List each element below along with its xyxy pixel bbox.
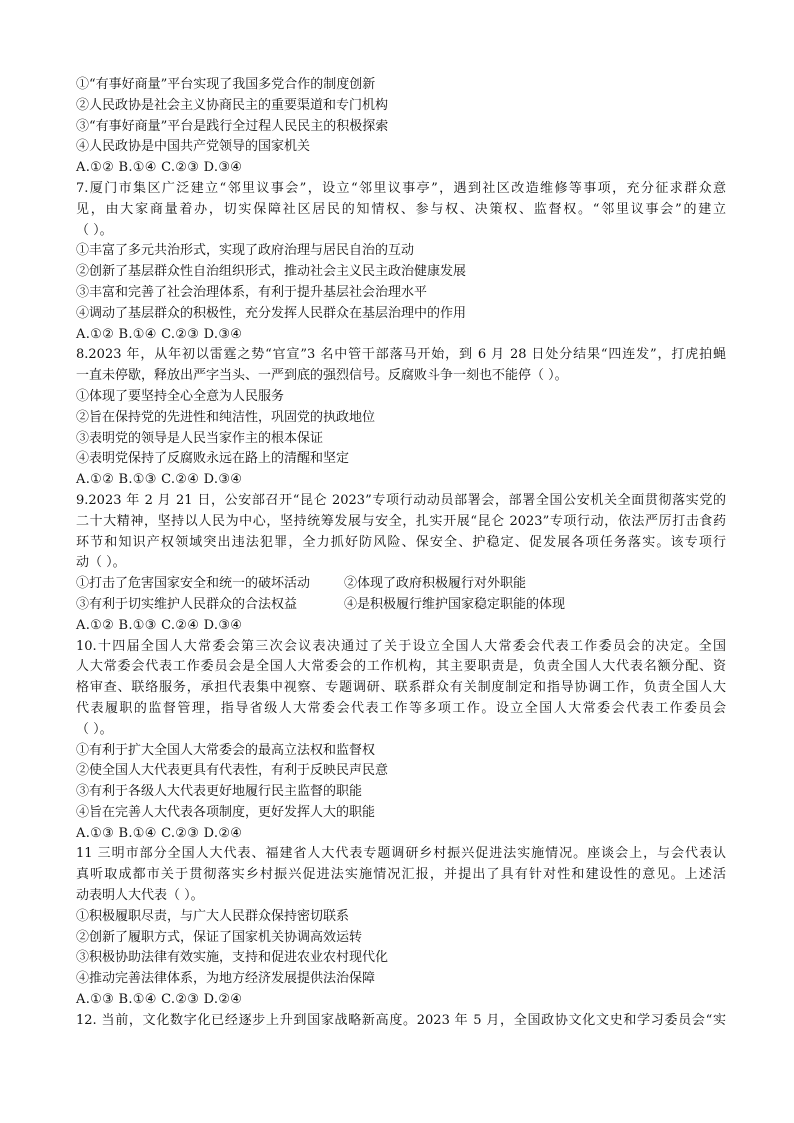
q8-item-4: ④表明党保持了反腐败永远在路上的清醒和坚定 — [76, 451, 350, 467]
q8-stem-line-2: 一直未停歇，释放出严字当头、一严到底的强烈信号。反腐败斗争一刻也不能停（ ）。 — [76, 368, 568, 384]
q10-options: A.①③ B.①④ C.②③ D.②④ — [76, 825, 243, 841]
q7-item-4: ④调动了基层群众的积极性，充分发挥人民群众在基层治理中的作用 — [76, 305, 467, 321]
q8-stem-line-1: 8.2023 年，从年初以雷霆之势“官宣”3 名中管干部落马开始，到 6 月 28 日处分结果“四连发”，打虎拍蝇 — [76, 347, 726, 363]
q9-items-row-1 — [76, 574, 726, 595]
question-8 — [76, 345, 726, 491]
q7-stem-line-1: 7.厦门市集区广泛建立“邻里议事会”，设立“邻里议事亭”，遇到社区改造维修等事项，充分征求群众意 — [76, 180, 726, 196]
q7-stem-line-2: 见，由大家商量着办，切实保障社区居民的知情权、参与权、决策权、监督权。“邻里议事会”的建立 — [76, 201, 726, 217]
q9-item-3: ③有利于切实维护人民群众的合法权益 — [76, 596, 298, 612]
q11-stem-line-2: 真听取成都市关于贯彻落实乡村振兴促进法实施情况汇报，并提出了具有针对性和建设性的意见。上述活 — [76, 867, 726, 883]
q11-item-4: ④推动完善法律体系，为地方经济发展提供法治保障 — [76, 971, 376, 987]
q6-item-1: ①“有事好商量”平台实现了我国多党合作的制度创新 — [76, 77, 376, 92]
q11-options: A.①③ B.①④ C.②③ D.②④ — [76, 992, 243, 1008]
q11-item-2: ②创新了履职方式，保证了国家机关协调高效运转 — [76, 929, 363, 945]
question-6 — [76, 75, 726, 179]
q11-item-3: ③积极协助法律有效实施，支持和促进农业农村现代化 — [76, 950, 389, 966]
q11-item-1: ①积极履职尽责，与广大人民群众保持密切联系 — [76, 908, 350, 924]
q10-stem-line-3: 格审查、联络服务，承担代表集中视察、专题调研、联系群众有关制度制定和指导协调工作，负责全国人大 — [76, 680, 726, 696]
q8-item-2: ②旨在保持党的先进性和纯洁性，巩固党的执政地位 — [76, 409, 376, 425]
q7-item-2: ②创新了基层群众性自治组织形式，推动社会主义民主政治健康发展 — [76, 264, 467, 280]
q11-stem-line-3: 动表明人大代表（ ）。 — [76, 888, 204, 904]
q8-item-1: ①体现了要坚持全心全意为人民服务 — [76, 388, 285, 404]
q8-options: A.①② B.①③ C.②④ D.③④ — [76, 472, 243, 488]
document-page — [76, 75, 726, 1032]
question-12 — [76, 1011, 726, 1032]
q8-item-3: ③表明党的领导是人民当家作主的根本保证 — [76, 430, 324, 446]
question-11 — [76, 844, 726, 1010]
q10-stem-line-5: （ ）。 — [76, 721, 113, 737]
q10-stem-line-2: 人大常委会代表工作委员会是全国人大常委会的工作机构，其主要职责是，负责全国人大代表名额分配、资 — [76, 659, 726, 675]
q9-stem-line-1: 9.2023 年 2 月 21 日，公安部召开“昆仑 2023”专项行动动员部署会，部署全国公安机关全面贯彻落实党的 — [76, 492, 726, 508]
q9-stem-line-3: 环节和知识产权领域突出违法犯罪，全力抓好防风险、保安全、护稳定、促发展各项任务落实。该专项行 — [76, 534, 726, 550]
q9-items-row-2 — [76, 595, 726, 616]
q6-item-3: ③“有事好商量”平台是践行全过程人民民主的积极探索 — [76, 118, 389, 134]
question-10 — [76, 637, 726, 845]
q6-item-4: ④人民政协是中国共产党领导的国家机关 — [76, 139, 311, 155]
q9-stem-line-4: 动（ ）。 — [76, 555, 126, 571]
question-9 — [76, 491, 726, 637]
question-7 — [76, 179, 726, 345]
q7-stem-line-3: （ ）。 — [76, 222, 113, 238]
q9-item-2: ②体现了政府积极履行对外职能 — [344, 576, 527, 592]
q10-stem-line-4: 代表履职的监督管理，指导省级人大常委会代表工作等多项工作。设立全国人大常委会代表工作委员会 — [76, 700, 726, 716]
q9-item-1: ①打击了危害国家安全和统一的破坏活动 — [76, 576, 311, 592]
q7-options: A.①② B.①④ C.②③ D.③④ — [76, 326, 243, 342]
q12-stem-line-1: 12. 当前，文化数字化已经逐步上升到国家战略新高度。2023 年 5 月，全国政协文化文史和学习委员会“实 — [76, 1012, 726, 1028]
q10-item-1: ①有利于扩大全国人大常委会的最高立法权和监督权 — [76, 742, 376, 758]
q7-item-1: ①丰富了多元共治形式，实现了政府治理与居民自治的互动 — [76, 243, 415, 259]
q10-stem-line-1: 10.十四届全国人大常委会第三次会议表决通过了关于设立全国人大常委会代表工作委员会的决定。全国 — [76, 638, 726, 654]
q6-options: A.①② B.①④ C.②③ D.③④ — [76, 160, 243, 176]
q9-stem-line-2: 二十大精神，坚持以人民为中心，坚持统筹发展与安全，扎实开展“昆仑 2023”专项行动，依法严厉打击食药 — [76, 513, 726, 529]
q10-item-2: ②使全国人大代表更具有代表性，有利于反映民声民意 — [76, 763, 389, 779]
q9-options: A.①② B.①③ C.②④ D.③④ — [76, 617, 243, 633]
q9-item-4: ④是积极履行维护国家稳定职能的体现 — [344, 596, 566, 612]
q10-item-4: ④旨在完善人大代表各项制度，更好发挥人大的职能 — [76, 804, 376, 820]
q6-item-2: ②人民政协是社会主义协商民主的重要渠道和专门机构 — [76, 97, 389, 113]
q7-item-3: ③丰富和完善了社会治理体系，有利于提升基层社会治理水平 — [76, 284, 428, 300]
q11-stem-line-1: 11 三明市部分全国人大代表、福建省人大代表专题调研乡村振兴促进法实施情况。座谈会上，与会代表认 — [76, 846, 726, 862]
q10-item-3: ③有利于各级人大代表更好地履行民主监督的职能 — [76, 784, 363, 800]
